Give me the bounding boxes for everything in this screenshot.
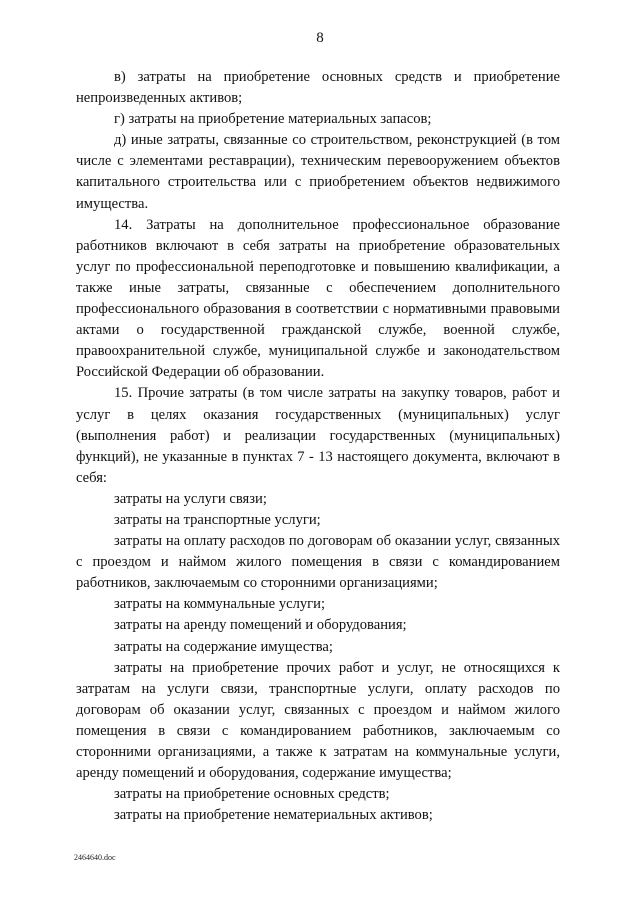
list-item-maintenance: затраты на содержание имущества; bbox=[114, 638, 333, 655]
paragraph-15: 15. Прочие затраты (в том числе затраты на закупку товаров, работ и услуг в целях оказания государственных (муниципальных) услуг (выполнения работ) и реализации государственных (муниципальных) функций), не указанные в пунктах 7 - 13 настоящего документа, включают в себя: bbox=[76, 385, 560, 486]
list-item-travel-lodging: затраты на оплату расходов по договорам об оказании услуг, связанных с проездом и наймом жилого помещения в связи с командированием работников, заключаемым со сторонними организациями; bbox=[76, 533, 560, 592]
list-item-rent: затраты на аренду помещений и оборудования; bbox=[114, 617, 407, 634]
list-item-transport: затраты на транспортные услуги; bbox=[114, 511, 321, 528]
list-item-communication: затраты на услуги связи; bbox=[114, 490, 267, 507]
list-item-intangible-assets: затраты на приобретение нематериальных активов; bbox=[114, 807, 433, 824]
document-body bbox=[76, 67, 560, 826]
paragraph-item-g: г) затраты на приобретение материальных запасов; bbox=[114, 111, 432, 128]
file-name-footer: 2464640.doc bbox=[74, 853, 116, 862]
page-number: 8 bbox=[316, 30, 324, 46]
list-item-fixed-assets: затраты на приобретение основных средств; bbox=[114, 786, 390, 803]
list-item-other-services: затраты на приобретение прочих работ и услуг, не относящихся к затратам на услуги связи, транспортные услуги, оплату расходов по договорам об оказании услуг, связанных с проездом и наймом жилого помещения в связи с командированием работников, заключаемым со сторонними организациями, а также к затратам на коммунальные услуги, аренду помещений и оборудования, содержание имущества; bbox=[76, 659, 560, 782]
list-item-utilities: затраты на коммунальные услуги; bbox=[114, 596, 326, 613]
paragraph-item-v: в) затраты на приобретение основных средств и приобретение непроизведенных активов; bbox=[76, 69, 560, 107]
paragraph-item-d: д) иные затраты, связанные со строительством, реконструкцией (в том числе с элементами реставрации), техническим перевооружением объектов капитального строительства или с приобретением объектов недвижимого имущества. bbox=[76, 132, 560, 212]
paragraph-14: 14. Затраты на дополнительное профессиональное образование работников включают в себя затраты на приобретение образовательных услуг по профессиональной переподготовке и повышению квалификации, а также иные затраты, связанные с обеспечением дополнительного профессионального образования в соответствии с нормативными правовыми актами о государственной гражданской службе, военной службе, правоохранительной службе, муниципальной службе и законодательством Российской Федерации об образовании. bbox=[76, 216, 560, 381]
